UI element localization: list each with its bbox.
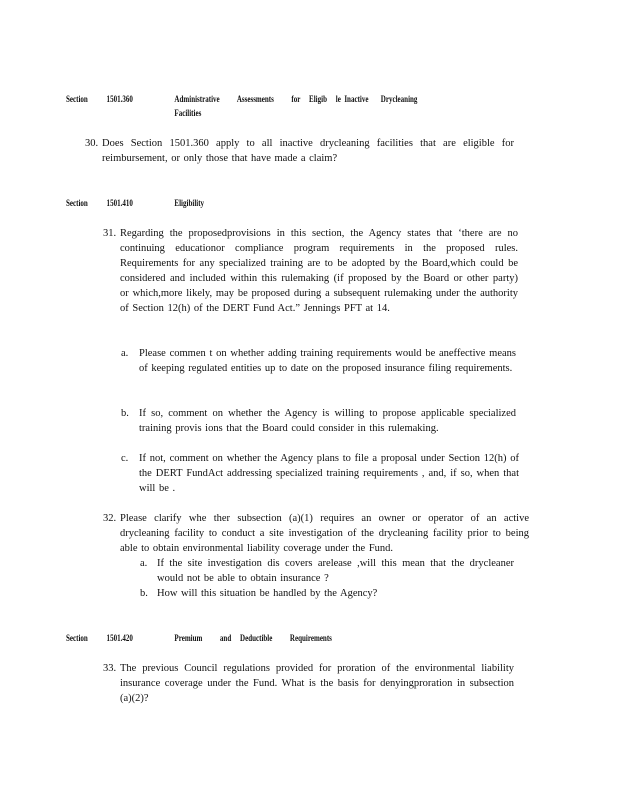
question-31-item-c [121, 451, 519, 496]
question-number: 31. [103, 228, 117, 239]
question-31 [103, 226, 518, 316]
item-text: Please commen t on whether adding training requirements would be aneffective means of keeping regulated entities up to date on the proposed insurance filing requirements. [139, 348, 516, 374]
section-label: Section [66, 633, 88, 643]
item-label: b. [140, 588, 148, 599]
question-text: Regarding the proposedprovisions in this section, the Agency states that ‘there are no continuing educationor compliance program requirements in the proposed rules. Requirements for any specialized training are to be adopted by the Board,which could be considered and included within this rulemaking (if proposed by the Board or other party) or which,more likely, may be proposed during a subsequent rulemaking under the authority of Section 12(h) of the DERT Fund Act.” Jennings PFT at 14. [120, 228, 518, 314]
section-number: 1501.360 [106, 94, 133, 104]
question-32 [103, 511, 529, 556]
question-text: Please clarify whe ther subsection (a)(1) requires an owner or operator of an active drycleaning facility to conduct a site investigation of the drycleaning facility prior to being able to obtain environmental liability coverage under the Fund. [120, 513, 529, 554]
question-number: 32. [103, 513, 117, 524]
section-title: Premium and Deductible Requirements [174, 633, 332, 643]
section-label: Section [66, 198, 88, 208]
question-32-item-a [140, 556, 514, 586]
section-title-line2: Facilities [174, 108, 202, 118]
item-label: b. [121, 408, 129, 419]
question-30 [85, 136, 514, 166]
item-text: How will this situation be handled by the Agency? [157, 588, 378, 599]
section-number: 1501.420 [106, 633, 133, 643]
question-31-item-b [121, 406, 516, 436]
question-32-item-b [140, 586, 514, 601]
section-title: Eligibility [174, 198, 205, 208]
question-text: Does Section 1501.360 apply to all inactive drycleaning facilities that are eligible for reimbursement, or only those that have made a claim? [102, 138, 514, 164]
question-31-item-a [121, 346, 516, 376]
question-33 [103, 661, 514, 706]
section-title: Administrative Assessments for Eligib le Inactive Drycleaning [174, 94, 418, 104]
question-number: 33. [103, 663, 117, 674]
item-label: c. [121, 453, 129, 464]
item-text: If not, comment on whether the Agency plans to file a proposal under Section 12(h) of the DERT FundAct addressing specialized training requirements , and, if so, when that will be . [139, 453, 519, 494]
item-text: If so, comment on whether the Agency is willing to propose applicable specialized training provis ions that the Board could consider in this rulemaking. [139, 408, 516, 434]
section-label: Section [66, 94, 88, 104]
item-label: a. [121, 348, 129, 359]
section-number: 1501.410 [106, 198, 133, 208]
item-text: If the site investigation dis covers arelease ,will this mean that the drycleaner would not be able to obtain insurance ? [157, 558, 514, 584]
question-number: 30. [85, 138, 99, 149]
question-text: The previous Council regulations provided for proration of the environmental liability insurance coverage under the Fund. What is the basis for denyingproration in subsection (a)(2)? [120, 663, 514, 704]
item-label: a. [140, 558, 148, 569]
